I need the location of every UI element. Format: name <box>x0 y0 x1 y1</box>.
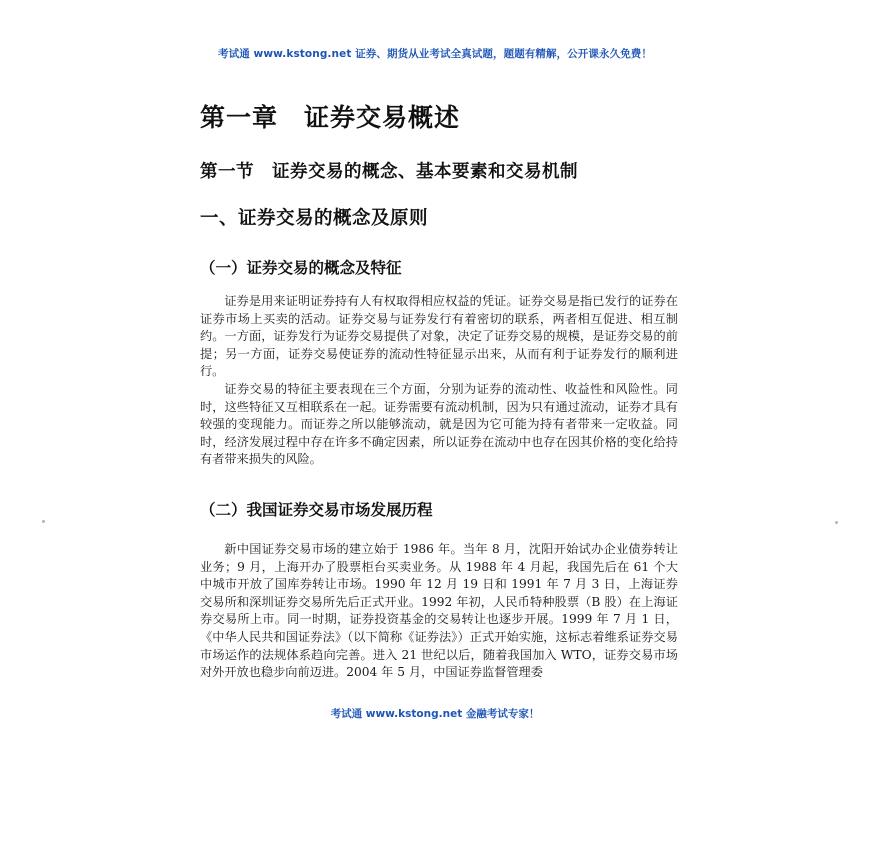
topic-title-history: （二）我国证券交易市场发展历程 <box>200 500 433 519</box>
paragraph: 新中国证券交易市场的建立始于 1986 年。当年 8 月，沈阳开始试办企业债券转让业务；9 月，上海开办了股票柜台买卖业务。从 1988 年 4 月起，我国先后在 61 个大中城市开放了国库券转让市场。1990 年 12 月 19 日和 1991 年 7 月 3 日，上海证券交易所和深圳证券交易所先后正式开业。1992 年初，人民币特种股票（B 股）在上海证券交易所上市。同一时期，证券投资基金的交易转让也逐步开展。1999 年 7 月 1 日，《中华人民共和国证券法》（以下简称《证券法》）正式开始实施，这标志着维系证券交易市场运作的法规体系趋向完善。进入 21 世纪以后，随着我国加入 WTO，证券交易市场对外开放也稳步向前迈进。2004 年 5 月，中国证券监督管理委 <box>200 542 678 680</box>
paragraph: 证券是用来证明证券持有人有权取得相应权益的凭证。证券交易是指已发行的证券在证券市场上买卖的活动。证券交易与证券发行有着密切的联系，两者相互促进、相互制约。一方面，证券发行为证券交易提供了对象，决定了证券交易的规模，是证券交易的前提；另一方面，证券交易使证券的流动性特征显示出来，从而有利于证券发行的顺利进行。 <box>200 294 678 379</box>
topic-body-concept <box>200 293 678 469</box>
scan-speck <box>42 520 45 523</box>
section-title: 第一节 证券交易的概念、基本要素和交易机制 <box>200 162 578 182</box>
paragraph: 证券交易的特征主要表现在三个方面，分别为证券的流动性、收益性和风险性。同时，这些特征又互相联系在一起。证券需要有流动机制，因为只有通过流动，证券才具有较强的变现能力。而证券之所以能够流动，就是因为它可能为持有者带来一定收益。同时，经济发展过程中存在许多不确定因素，所以证券在流动中也存在因其价格的变化给持有者带来损失的风险。 <box>200 381 678 467</box>
topic-body-history <box>200 541 678 682</box>
subsection-title: 一、证券交易的概念及原则 <box>200 208 429 229</box>
chapter-title: 第一章 证券交易概述 <box>200 103 461 132</box>
scan-speck <box>835 521 838 524</box>
footer-banner: 考试通 www.kstong.net 金融考试专家！ <box>330 708 540 720</box>
topic-title-concept: （一）证券交易的概念及特征 <box>200 258 402 277</box>
header-banner: 考试通 www.kstong.net 证券、期货从业考试全真试题，题题有精解，公开课永久免费！ <box>218 48 652 60</box>
